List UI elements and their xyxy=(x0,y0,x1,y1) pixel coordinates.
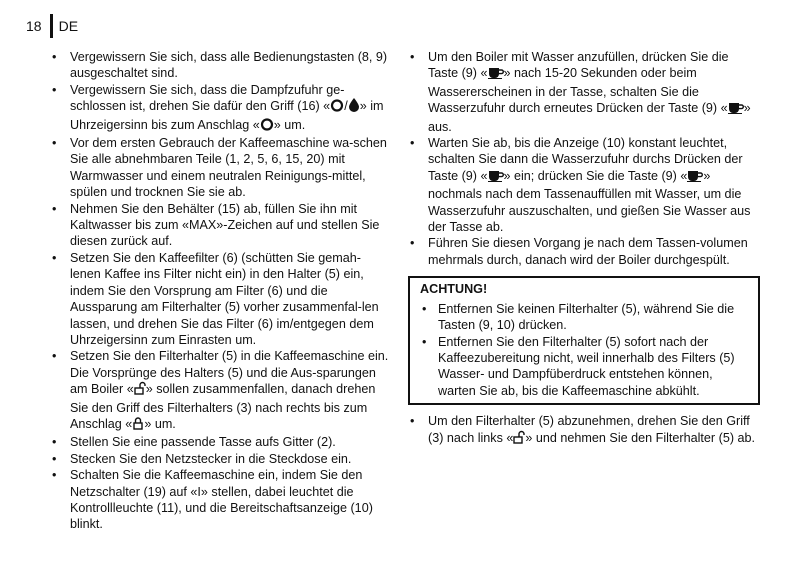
list-item: • Setzen Sie den Filterhalter (5) in die Kaffeemaschine ein. Die Vorsprünge des Halters (5) und die Aus-sparungen am Boiler « » sollen zusammenfallen, danach drehen Sie den Griff des Filterhalters (3) nach rechts bis zum Anschlag « » um. xyxy=(50,348,390,434)
warning-box xyxy=(408,276,760,405)
list-item: • Vergewissern Sie sich, dass alle Bedienungstasten (8, 9) ausgeschaltet sind. xyxy=(52,50,388,81)
list-item: • Vor dem ersten Gebrauch der Kaffeemaschine wa-schen Sie alle abnehmbaren Teile (1, 2, 5, 6, 15, 20) mit Warmwasser und einem neutralen Reinigungs-mittel, spülen und trocknen Sie sie ab. xyxy=(52,136,387,200)
page-header xyxy=(26,14,78,38)
instruction-list-right xyxy=(408,49,760,268)
circle-open-icon xyxy=(330,99,344,116)
instruction-list-left xyxy=(50,49,390,533)
cup-icon xyxy=(488,67,504,83)
list-item: • Warten Sie ab, bis die Anzeige (10) konstant leuchtet, schalten Sie dann die Wasserzufuhr durchs Drücken der Taste (9) « » ein; drücken Sie die Taste (9) « » nochmals nach dem Tassenauffüllen mit Wasser, um die Wasserzufuhr auszuschalten, und gießen Sie Wasser aus der Tasse ab. xyxy=(410,136,751,235)
right-column xyxy=(408,49,760,448)
cup-icon xyxy=(687,170,703,186)
list-item: • Führen Sie diesen Vorgang je nach dem Tassen-volumen mehrmals durch, danach wird der Boiler durchgespült. xyxy=(410,236,748,267)
list-item: • Nehmen Sie den Behälter (15) ab, füllen Sie ihn mit Kaltwasser bis zum «MAX»-Zeichen auf und stellen Sie diesen zurück auf. xyxy=(52,201,380,249)
cup-icon xyxy=(488,170,504,186)
left-column xyxy=(50,49,390,533)
list-item: • Stecken Sie den Netzstecker in die Steckdose ein. xyxy=(52,451,352,466)
list-item: • Stellen Sie eine passende Tasse aufs Gitter (2). xyxy=(52,435,336,450)
lock-icon xyxy=(132,417,144,434)
warning-list xyxy=(420,301,750,399)
list-item: • Entfernen Sie den Filterhalter (5) sofort nach der Kaffeezubereitung nicht, weil innerhalb des Filters (5) Wasser- und Dampfüberdruck entstehen können, warten Sie ab, bis die Kaffeemaschine abkühlt. xyxy=(422,334,735,398)
steam-drop-icon xyxy=(348,98,360,116)
circle-open-icon xyxy=(260,118,274,135)
list-item: • Um den Filterhalter (5) abzunehmen, drehen Sie den Griff (3) nach links « » und nehmen Sie den Filterhalter (5) ab. xyxy=(408,413,760,448)
list-item: • Schalten Sie die Kaffeemaschine ein, indem Sie den Netzschalter (19) auf «I» stellen, dabei leuchtet die Kontrollleuchte (11), und die Bereitschaftsanzeige (10) blinkt. xyxy=(52,468,373,532)
cup-icon xyxy=(728,102,744,118)
header-divider xyxy=(50,14,53,38)
unlock-icon xyxy=(513,431,525,448)
list-item: • Setzen Sie den Kaffeefilter (6) (schütten Sie gemah-lenen Kaffee ins Filter nicht ein) in den Halter (5) ein, indem Sie den Vorsprung am Filter (6) und die Aussparung am Filterhalter (5) vorher zusammenfal-len lassen, und drehen Sie das Filter (6) im/entgegen dem Uhrzeigersinn zum Einrasten um. xyxy=(52,250,379,347)
unlock-icon xyxy=(134,382,146,399)
language-code: DE xyxy=(58,18,79,34)
instruction-list-after xyxy=(408,413,760,448)
page-number: 18 xyxy=(26,18,42,34)
warning-title: ACHTUNG! xyxy=(420,282,488,297)
list-item: • Vergewissern Sie sich, dass die Dampfzufuhr ge-schlossen ist, drehen Sie dafür den Griff (16) « / » im Uhrzeigersinn bis zum Anschlag « » um. xyxy=(50,82,390,135)
list-item: • Entfernen Sie keinen Filterhalter (5), während Sie die Tasten (9, 10) drücken. xyxy=(422,301,735,333)
list-item: • Um den Boiler mit Wasser anzufüllen, drücken Sie die Taste (9) « » nach 15-20 Sekunden oder beim Wassererscheinen in der Tasse, schalten Sie die Wasserzufuhr durch erneutes Drücken der Taste (9) « » aus. xyxy=(410,50,751,134)
